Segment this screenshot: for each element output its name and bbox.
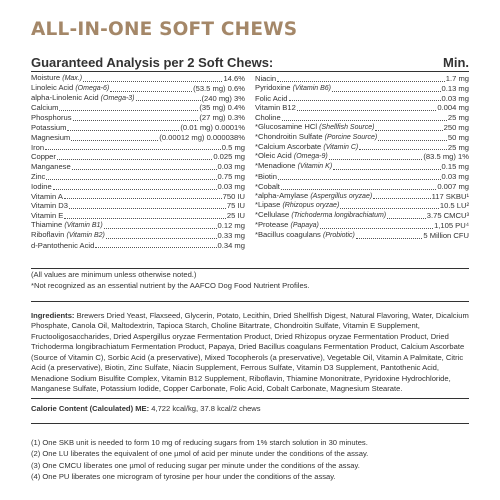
dot-leader [373, 198, 430, 199]
dot-leader [282, 120, 447, 121]
nutrient-row [255, 84, 469, 94]
dot-leader [110, 91, 192, 92]
calorie-divider [31, 423, 469, 424]
nutrient-value: 0.15 mg [441, 162, 469, 172]
footnote: (1) One SKB unit is needed to form 10 mg of reducing sugars from 1% starch solution in 30 minutes. [31, 438, 368, 447]
dot-leader [104, 228, 217, 229]
nutrient-name: Manganese [31, 162, 71, 172]
nutrient-value: 0.75 mg [217, 171, 245, 181]
nutrient-value: 5 Million CFU [423, 230, 469, 240]
nutrient-name: Moisture (Max.) [31, 73, 83, 82]
nutrient-qualifier: (Probiotic) [322, 231, 355, 239]
nutrient-name: Phosphorus [31, 113, 72, 123]
nutrient-name: *Oleic Acid (Omega-9) [255, 151, 328, 161]
nutrient-value: (0.01 mg) 0.0001% [180, 122, 245, 132]
nutrient-row [31, 123, 245, 133]
nutrient-name: *Calcium Ascorbate (Vitamin C) [255, 141, 359, 151]
footnotes [31, 437, 368, 482]
nutrient-row [31, 172, 245, 182]
nutrient-name: Pyridoxine (Vitamin B6) [255, 82, 331, 92]
nutrient-value: 0.03 mg [217, 162, 245, 172]
nutrient-value: (83.5 mg) 1% [423, 152, 469, 162]
dot-leader [320, 228, 433, 229]
nutrient-row [31, 152, 245, 162]
nutrient-qualifier: (Vitamin B2) [66, 231, 105, 239]
dot-leader [375, 130, 442, 131]
dot-leader [329, 159, 423, 160]
nutrient-row [31, 133, 245, 143]
nutrient-row [31, 201, 245, 211]
nutrient-value: 0.004 mg [437, 103, 469, 113]
page-title: ALL-IN-ONE SOFT CHEWS [31, 19, 298, 40]
analysis-heading: Guaranteed Analysis per 2 Soft Chews: [31, 55, 274, 70]
footnote: (2) One LU liberates the equivalent of one µmol of acid per minute under the conditions of the assay. [31, 449, 369, 459]
nutrient-name: Vitamin A [31, 191, 63, 201]
table-divider [31, 268, 469, 269]
nutrient-name: *Cellulase (Trichoderma longibrachiatum) [255, 210, 387, 220]
nutrient-qualifier: (Vitamin C) [323, 143, 359, 151]
nutrient-name: Folic Acid [255, 93, 288, 103]
nutrient-name: *Menadione (Vitamin K) [255, 161, 333, 171]
dot-leader [45, 149, 221, 150]
dot-leader [46, 179, 216, 180]
nutrient-name: *Bacillus coagulans (Probiotic) [255, 229, 355, 239]
nutrient-name: Niacin [255, 74, 277, 83]
calorie-text: 4,722 kcal/kg, 37.8 kcal/2 chews [149, 404, 261, 413]
dot-leader [64, 198, 222, 199]
nutrient-value: 25 IU [226, 211, 245, 221]
dot-leader [378, 140, 447, 141]
nutrient-value: 0.5 mg [221, 142, 245, 152]
nutrient-row [255, 231, 469, 241]
nutrient-name: Calcium [31, 103, 59, 113]
dot-leader [297, 110, 437, 111]
nutrient-value: 3.75 CMCU³ [426, 211, 469, 221]
nutrient-qualifier: (Omega-9) [293, 153, 328, 161]
nutrient-name: Riboflavin (Vitamin B2) [31, 229, 105, 239]
nutrient-name: d-Pantothenic Acid [31, 240, 95, 250]
nutrient-row [31, 182, 245, 192]
nutrient-value: 0.34 mg [217, 240, 245, 250]
nutrient-row [255, 103, 469, 113]
dot-leader [387, 218, 426, 219]
nutrient-name: Linoleic Acid (Omega-6) [31, 82, 110, 92]
footnote: (3) One CMCU liberates one µmol of reducing sugar per minute under the conditions of the assay. [31, 460, 360, 470]
dot-leader [340, 208, 439, 209]
dot-leader [69, 208, 226, 209]
nutrient-value: 1.7 mg [445, 74, 469, 83]
nutrient-name: Copper [31, 152, 56, 162]
analysis-notes [31, 270, 310, 291]
nutrient-value: 750 IU [222, 191, 245, 201]
header-divider [31, 71, 469, 72]
dot-leader [73, 120, 199, 121]
nutrient-name: Zinc [31, 171, 46, 181]
nutrient-row [31, 192, 245, 202]
nutrient-value: 14.6% [223, 74, 245, 83]
nutrient-row [31, 143, 245, 153]
dot-leader [277, 81, 445, 82]
nutrient-value: 25 mg [447, 142, 469, 152]
min-label: Min. [443, 55, 469, 70]
nutrient-value: 0.13 mg [441, 83, 469, 93]
dot-leader [356, 238, 423, 239]
dot-leader [333, 169, 440, 170]
minimum-note: (All values are minimum unless otherwise noted.) [31, 270, 197, 279]
nutrient-qualifier: (Omega-3) [100, 94, 135, 102]
nutrient-qualifier: (Rhizopus oryzae) [282, 202, 340, 210]
nutrient-value: 0.03 mg [441, 171, 469, 181]
nutrient-qualifier: (Porcine Source) [324, 133, 378, 141]
nutrient-name: Thiamine (Vitamin B1) [31, 219, 103, 229]
nutrient-row [255, 94, 469, 104]
dot-leader [59, 110, 198, 111]
nutrient-value: (0.00012 mg) 0.000038% [159, 132, 245, 142]
nutrient-value: 0.12 mg [217, 220, 245, 230]
notes-divider [31, 301, 469, 302]
nutrient-name: *Biotin [255, 171, 277, 181]
dot-leader [289, 100, 441, 101]
nutrient-name: Vitamin E [31, 211, 64, 221]
nutrient-row [31, 103, 245, 113]
nutrient-name: Magnesium [31, 132, 71, 142]
nutrient-qualifier: (Max.) [62, 75, 83, 82]
nutrient-name: *Lipase (Rhizopus oryzae) [255, 200, 340, 210]
calorie-label: Calorie Content (Calculated) ME: [31, 404, 150, 413]
nutrient-name: *alpha-Amylase (Aspergillus oryzae) [255, 190, 373, 200]
dot-leader [332, 91, 441, 92]
nutrient-qualifier: (Papaya) [290, 221, 319, 229]
nutrient-value: 1,105 PU⁴ [434, 220, 469, 230]
dot-leader [83, 81, 222, 82]
nutrient-name: *Glucosamine HCl (Shellfish Source) [255, 121, 375, 131]
dot-leader [359, 149, 447, 150]
calorie-content [31, 404, 261, 413]
dot-leader [278, 179, 441, 180]
nutrient-row [31, 241, 245, 251]
nutrient-name: Vitamin B12 [255, 103, 296, 113]
nutrient-name: *Chondroitin Sulfate (Porcine Source) [255, 131, 378, 141]
nutrient-value: 25 mg [447, 113, 469, 123]
nutrient-name: Vitamin D3 [31, 201, 69, 211]
nutrient-row [31, 231, 245, 241]
nutrient-qualifier: (Aspergillus oryzae) [310, 192, 373, 200]
nutrient-value: (35 mg) 0.4% [199, 103, 245, 113]
dot-leader [67, 130, 179, 131]
analysis-header [31, 55, 469, 71]
dot-leader [106, 238, 217, 239]
aafco-note: *Not recognized as an essential nutrient by the AAFCO Dog Food Nutrient Profiles. [31, 280, 310, 290]
nutrient-row [31, 94, 245, 104]
nutrient-qualifier: (Vitamin B6) [292, 84, 331, 92]
nutrient-value: 0.33 mg [217, 230, 245, 240]
nutrient-value: 0.03 mg [441, 93, 469, 103]
nutrient-qualifier: (Vitamin B1) [64, 221, 103, 229]
nutrient-name: Iodine [31, 181, 52, 191]
nutrient-value: 0.007 mg [437, 181, 469, 191]
nutrient-value: 75 IU [226, 201, 245, 211]
nutrient-name: Choline [255, 113, 281, 123]
nutrient-row [31, 162, 245, 172]
nutrient-name: *Protease (Papaya) [255, 219, 319, 229]
ingredients-text: Brewers Dried Yeast, Flaxseed, Glycerin, Potato, Lecithin, Dried Shellfish Digest, Natural Flavoring, Water, Dicalcium Phosphate, Canola Oil, Maltodextrin, Tapioca Starch, Choline Bitartrate, Chondroitin Sulfate, Vitamin E Supplement, Fructooligosaccharides, Dried Aspergillus oryzae Fermentation Product, Dried Rhizopus oryzae Fermentation Product, Dried Trichoderma longibrachiatum Fermentation Product, Papaya, Dried Bacillus coagulans Fermentation Product, Calcium Ascorbate (Source of Vitamin C), Sorbic Acid (a preservative), Mixed Tocopherols (a preservative), Vegetable Oil, Vitamin A Palmitate, Citric Acid (a preservative), Biotin, Zinc Sulfate, Niacin Supplement, Ferrous Sulfate, Vitamin D3 Supplement, Pantothenic Acid, Menadione Sodium Bisulfite Complex, Vitamin B12 Supplement, Riboflavin, Thiamine Mononitrate, Pyridoxine Hydrochloride, Manganese Sulfate, Potassium Iodide, Copper Carbonate, Folic Acid, Cobalt Carbonate, Magnesium Stearate. [31, 311, 469, 394]
nutrient-qualifier: (Omega-6) [75, 84, 110, 92]
nutrient-row [255, 172, 469, 182]
footnote: (4) One PU liberates one microgram of tyrosine per hour under the conditions of the assay. [31, 471, 336, 481]
nutrient-value: 0.025 mg [213, 152, 245, 162]
dot-leader [71, 140, 158, 141]
nutrient-list-left [31, 74, 245, 250]
dot-leader [57, 159, 212, 160]
nutrient-name: alpha-Linolenic Acid (Omega-3) [31, 92, 135, 102]
nutrient-qualifier: (Vitamin K) [297, 163, 333, 171]
nutrient-value: 50 mg [447, 132, 469, 142]
nutrient-name: *Cobalt [255, 181, 280, 191]
nutrient-value: 250 mg [443, 122, 469, 132]
nutrient-value: 10.5 LU² [439, 201, 469, 211]
nutrient-value: (53.5 mg) 0.6% [193, 83, 245, 93]
nutrient-row [255, 162, 469, 172]
ingredients-divider [31, 398, 469, 399]
nutrient-qualifier: (Trichoderma longibrachiatum) [291, 212, 387, 220]
dot-leader [281, 189, 436, 190]
nutrient-row [31, 113, 245, 123]
nutrient-value: 0.03 mg [217, 181, 245, 191]
dot-leader [95, 247, 216, 248]
nutrient-name: Iron [31, 142, 45, 152]
nutrient-name: Potassium [31, 122, 67, 132]
ingredients-label: Ingredients: [31, 311, 75, 320]
nutrient-list-right [255, 74, 469, 241]
ingredients-block [31, 311, 471, 395]
dot-leader [53, 189, 217, 190]
dot-leader [136, 100, 201, 101]
nutrient-value: (27 mg) 0.3% [199, 113, 245, 123]
nutrient-value: (240 mg) 3% [201, 93, 245, 103]
dot-leader [64, 218, 225, 219]
dot-leader [72, 169, 217, 170]
nutrient-value: 117 SKBU¹ [431, 191, 469, 201]
nutrient-qualifier: (Shellfish Source) [319, 123, 375, 131]
